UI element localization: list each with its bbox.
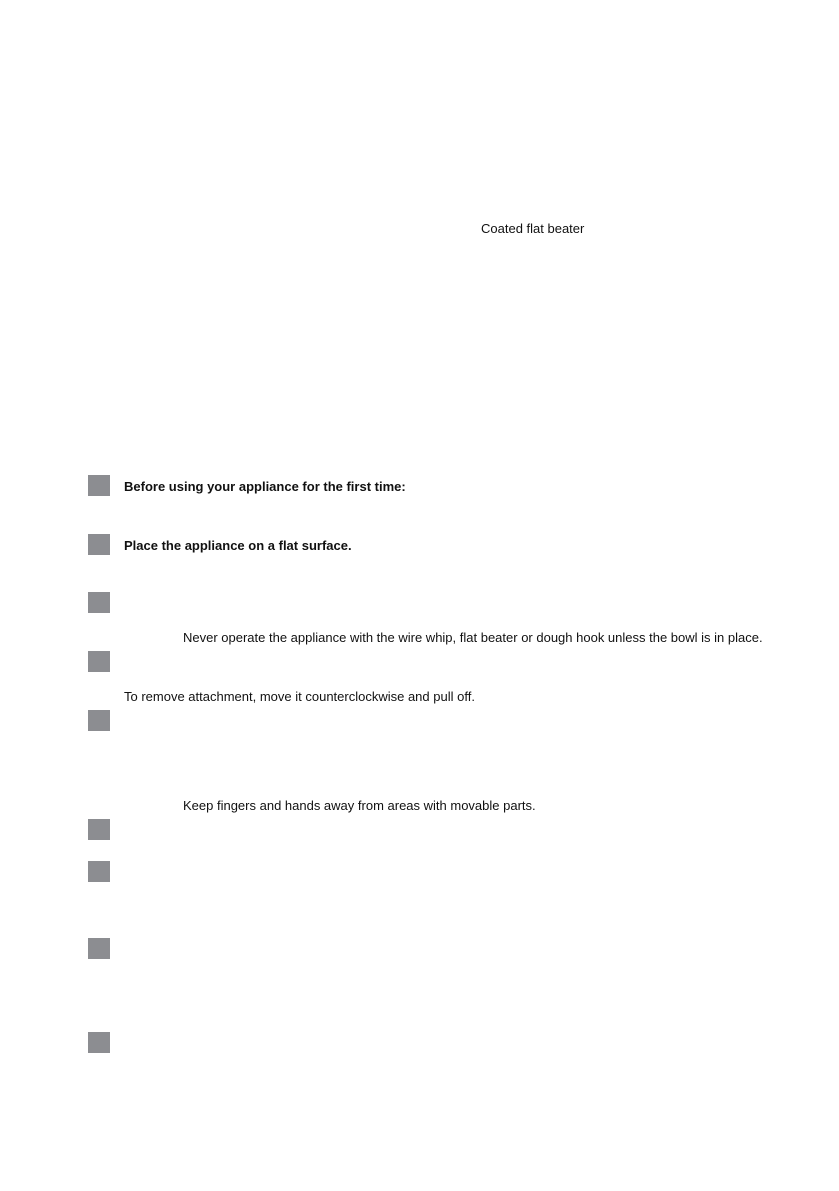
step-7-number-box [88,861,110,882]
step-2-text: Place the appliance on a flat surface. [124,538,352,553]
step-9-number-box [88,1032,110,1053]
step-8-number-box [88,938,110,959]
warning-bowl-note: Never operate the appliance with the wire whip, flat beater or dough hook unless the bowl is in place. [183,630,763,645]
warning-fingers-note: Keep fingers and hands away from areas with movable parts. [183,798,536,813]
step-4-number-box [88,651,110,672]
step-5-number-box [88,710,110,731]
step-6-number-box [88,819,110,840]
step-3-number-box [88,592,110,613]
figure-caption-coated-flat-beater: Coated flat beater [481,221,585,236]
remove-attachment-note: To remove attachment, move it counterclockwise and pull off. [124,689,475,704]
step-2-number-box [88,534,110,555]
step-1-text: Before using your appliance for the first time: [124,479,406,494]
step-1-number-box [88,475,110,496]
